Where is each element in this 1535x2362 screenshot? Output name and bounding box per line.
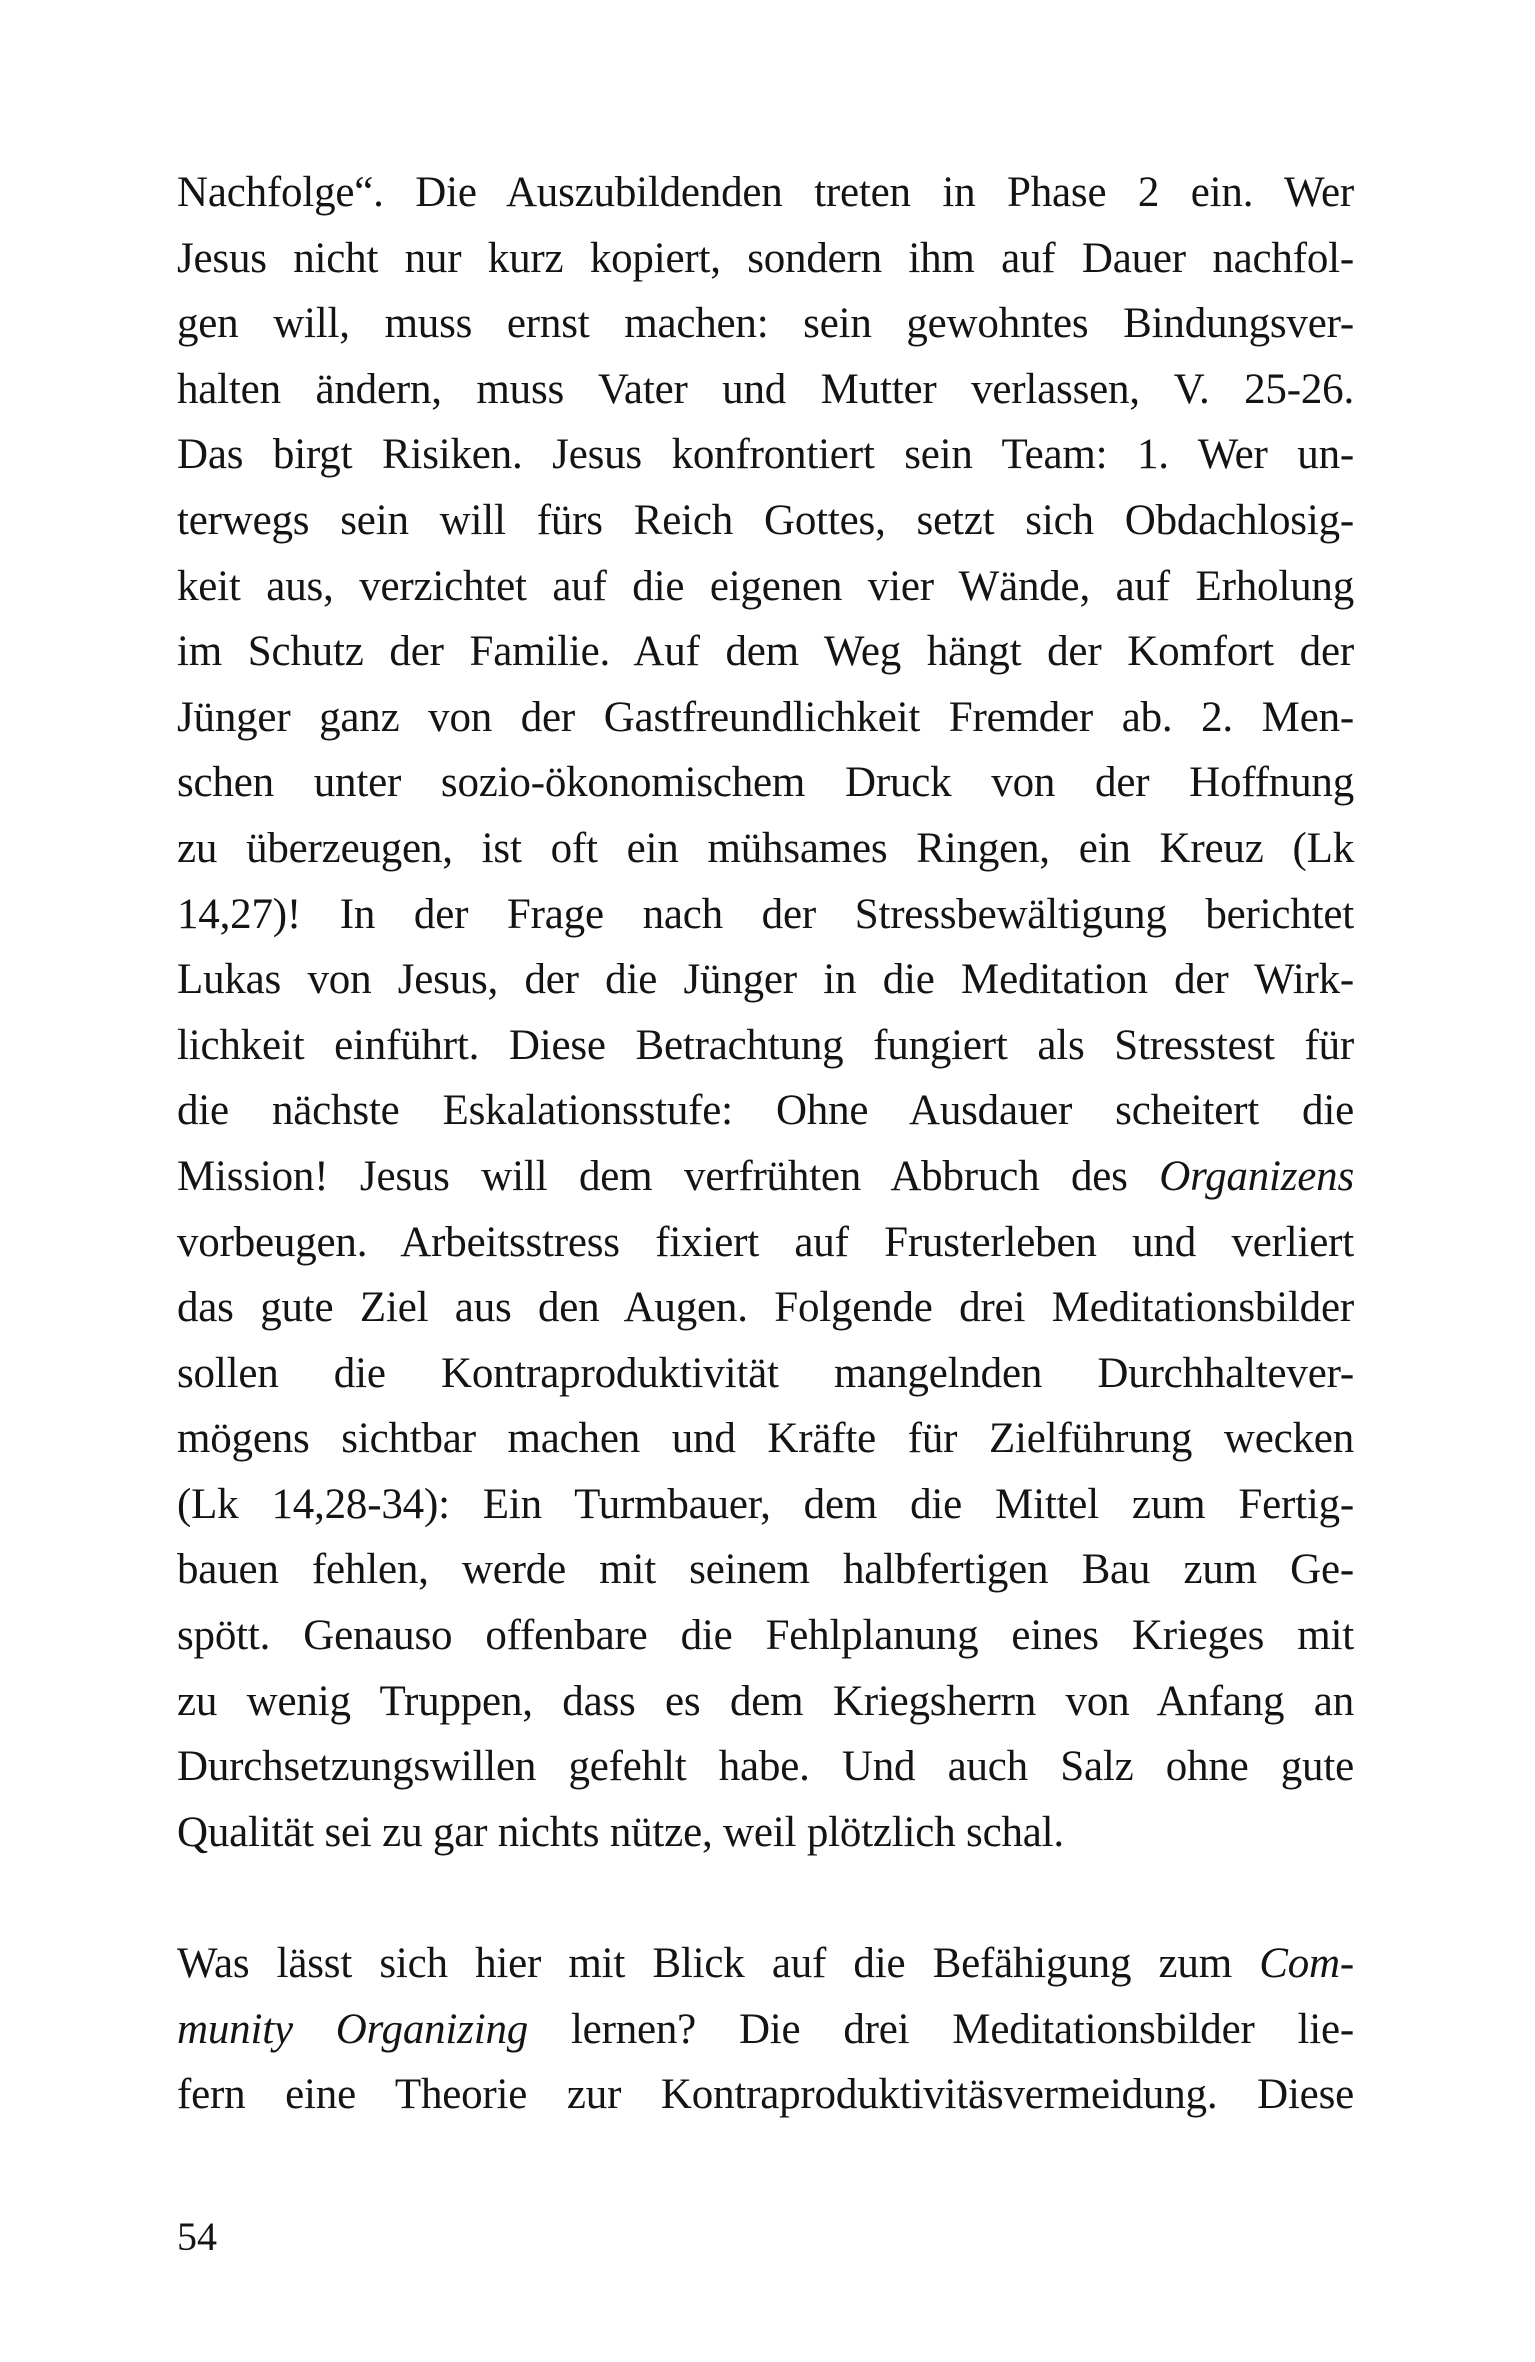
text-segment: im Schutz der Familie. Auf dem Weg hängt der Komfort der — [177, 628, 1354, 676]
italic-text: munity Organizing — [177, 2005, 529, 2053]
text-segment: (Lk 14,28-34): Ein Turmbauer, dem die Mittel zum Fertig- — [177, 1480, 1354, 1528]
text-line — [177, 488, 1354, 554]
text-segment: Qualität sei zu gar nichts nütze, weil plötzlich schal. — [177, 1808, 1064, 1856]
text-line — [177, 357, 1354, 423]
text-segment: das gute Ziel aus den Augen. Folgende drei Meditationsbilder — [177, 1284, 1354, 1332]
text-segment: sollen die Kontraproduktivität mangelnden Durchhaltever- — [177, 1349, 1354, 1397]
text-segment: Was lässt sich hier mit Blick auf die Befähigung zum — [177, 1940, 1260, 1988]
text-segment: keit aus, verzichtet auf die eigenen vier Wände, auf Erholung — [177, 562, 1354, 610]
text-line — [177, 685, 1354, 751]
text-segment: gen will, muss ernst machen: sein gewohntes Bindungsver- — [177, 300, 1354, 348]
text-line — [177, 1537, 1354, 1603]
text-line — [177, 226, 1354, 292]
text-segment: mögens sichtbar machen und Kräfte für Zielführung wecken — [177, 1415, 1354, 1463]
text-segment: Mission! Jesus will dem verfrühten Abbruch des — [177, 1152, 1160, 1200]
text-segment: halten ändern, muss Vater und Mutter verlassen, V. 25-26. — [177, 365, 1354, 413]
text-line — [177, 1931, 1354, 1997]
paragraph-gap — [177, 1865, 1354, 1931]
text-segment: spött. Genauso offenbare die Fehlplanung eines Krieges mit — [177, 1612, 1354, 1660]
italic-text: Organizens — [1159, 1152, 1354, 1200]
text-segment: Jünger ganz von der Gastfreundlichkeit Fremder ab. 2. Men- — [177, 693, 1354, 741]
text-line — [177, 816, 1354, 882]
text-segment: fern eine Theorie zur Kontraproduktivitäsvermeidung. Diese — [177, 2071, 1354, 2119]
text-segment: Lukas von Jesus, der die Jünger in die Meditation der Wirk- — [177, 956, 1354, 1004]
text-segment: vorbeugen. Arbeitsstress fixiert auf Frusterleben und verliert — [177, 1218, 1354, 1266]
text-segment: zu wenig Truppen, dass es dem Kriegsherrn von Anfang an — [177, 1677, 1354, 1725]
text-line — [177, 1997, 1354, 2063]
text-line — [177, 1013, 1354, 1079]
paragraph-2 — [177, 1931, 1354, 2128]
book-page-body — [177, 160, 1354, 2128]
text-segment: bauen fehlen, werde mit seinem halbfertigen Bau zum Ge- — [177, 1546, 1354, 1594]
text-segment: lichkeit einführt. Diese Betrachtung fungiert als Stresstest für — [177, 1021, 1354, 1069]
text-segment: Jesus nicht nur kurz kopiert, sondern ihm auf Dauer nachfol- — [177, 234, 1354, 282]
text-line — [177, 1406, 1354, 1472]
text-segment: zu überzeugen, ist oft ein mühsames Ringen, ein Kreuz (Lk — [177, 824, 1354, 872]
text-segment: Nachfolge“. Die Auszubildenden treten in Phase 2 ein. Wer — [177, 169, 1354, 216]
text-segment: Durchsetzungswillen gefehlt habe. Und auch Salz ohne gute — [177, 1743, 1354, 1791]
text-segment: lernen? Die drei Meditationsbilder lie- — [528, 2005, 1354, 2053]
text-line — [177, 291, 1354, 357]
text-line — [177, 1472, 1354, 1538]
text-line — [177, 1341, 1354, 1407]
text-line — [177, 422, 1354, 488]
text-line — [177, 1669, 1354, 1735]
text-line — [177, 1275, 1354, 1341]
text-line — [177, 1734, 1354, 1800]
text-line — [177, 1078, 1354, 1144]
text-segment: schen unter sozio-ökonomischem Druck von der Hoffnung — [177, 759, 1354, 807]
text-line — [177, 1603, 1354, 1669]
italic-text: Com- — [1259, 1940, 1354, 1988]
text-line — [177, 554, 1354, 620]
text-line — [177, 1800, 1354, 1866]
text-line — [177, 882, 1354, 948]
page-number: 54 — [177, 2214, 217, 2259]
text-segment: terwegs sein will fürs Reich Gottes, setzt sich Obdachlosig- — [177, 496, 1354, 544]
text-line — [177, 619, 1354, 685]
text-line — [177, 750, 1354, 816]
text-line — [177, 2062, 1354, 2128]
text-segment: 14,27)! In der Frage nach der Stressbewältigung berichtet — [177, 890, 1354, 938]
text-line — [177, 947, 1354, 1013]
text-segment: Das birgt Risiken. Jesus konfrontiert sein Team: 1. Wer un- — [177, 431, 1354, 479]
text-line — [177, 160, 1354, 226]
text-line — [177, 1144, 1354, 1210]
paragraph-1 — [177, 160, 1354, 1865]
text-line — [177, 1210, 1354, 1276]
text-segment: die nächste Eskalationsstufe: Ohne Ausdauer scheitert die — [177, 1087, 1354, 1135]
